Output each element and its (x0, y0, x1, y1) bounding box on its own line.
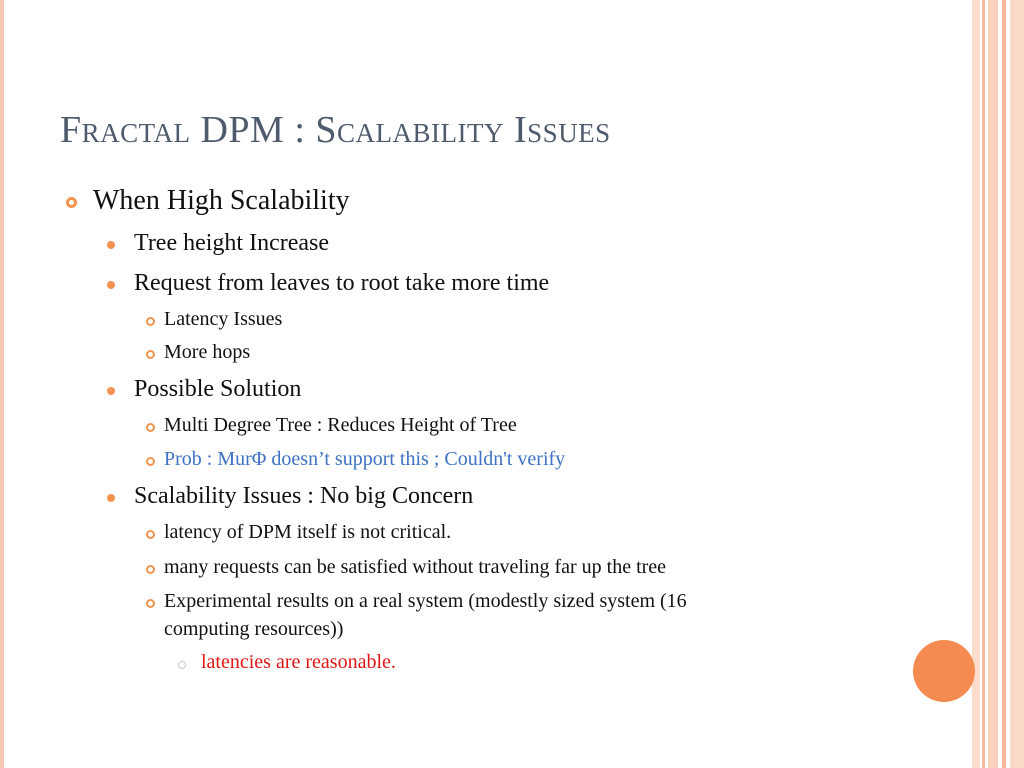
bullet-item-level2: Scalability Issues : No big Concern (134, 483, 474, 509)
bullet-ring-icon (146, 423, 155, 432)
bullet-item-level3: many requests can be satisfied without traveling far up the tree (164, 556, 667, 578)
bullet-ring-icon (146, 565, 155, 574)
bullet-item-level3: Latency Issues (164, 308, 283, 330)
bullet-ring-icon (146, 599, 155, 608)
bullet-dot-icon (107, 387, 115, 395)
bullet-item-level2: Request from leaves to root take more time (134, 270, 550, 296)
bullet-item-level3: latency of DPM itself is not critical. (164, 521, 452, 543)
bullet-item-level3: Experimental results on a real system (modestly sized system (16 (164, 590, 687, 612)
bullet-item-level4: latencies are reasonable. (201, 651, 396, 673)
bullet-item-continuation: computing resources)) (164, 618, 344, 640)
bullet-ring-icon (146, 530, 155, 539)
bullet-ring-icon (146, 350, 155, 359)
bullet-dot-icon (107, 494, 115, 502)
bullet-item-level3: More hops (164, 341, 251, 363)
bullet-ring-icon (146, 317, 155, 326)
bullet-item-level1: When High Scalability (93, 185, 350, 216)
slide-title: Fractal DPM : Scalability Issues (60, 109, 611, 151)
bullet-item-level2: Tree height Increase (134, 230, 330, 256)
bullet-item-level2: Possible Solution (134, 376, 302, 402)
bullet-dot-icon (107, 281, 115, 289)
bullet-item-level3: Multi Degree Tree : Reduces Height of Tree (164, 414, 517, 436)
bullet-ring-icon (178, 661, 186, 669)
bullet-item-level3-note: Prob : MurΦ doesn’t support this ; Couldn't verify (164, 448, 566, 470)
bullet-dot-icon (107, 241, 115, 249)
decorative-circle (913, 640, 975, 702)
bullet-ring-icon (66, 197, 77, 208)
bullet-ring-icon (146, 457, 155, 466)
decorative-stripes (972, 0, 1024, 768)
